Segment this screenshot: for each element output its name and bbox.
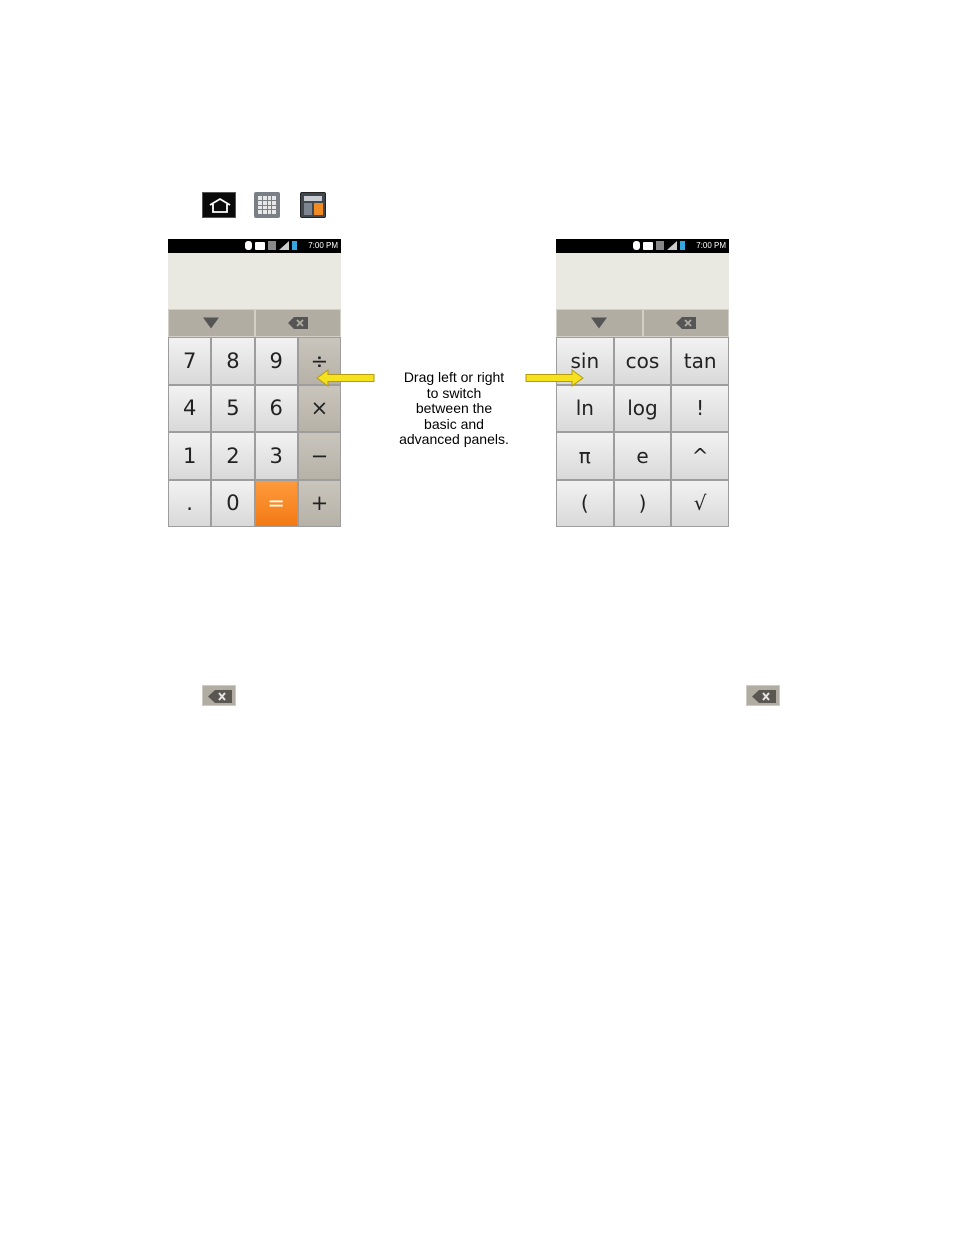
key-button[interactable]: = (255, 480, 298, 528)
status-bar (168, 239, 341, 253)
key-button[interactable]: tan (671, 337, 729, 385)
collapse-button[interactable] (556, 309, 643, 337)
arrow-left-icon (316, 368, 376, 388)
calculator-display (556, 253, 729, 309)
4g-icon (268, 241, 276, 250)
key-button[interactable]: √ (671, 480, 729, 528)
backspace-icon (202, 685, 236, 706)
callout-text (385, 370, 523, 448)
nfc-icon (255, 242, 265, 250)
backspace-button[interactable] (643, 309, 730, 337)
backspace-icon (676, 317, 696, 329)
backspace-icon (288, 317, 308, 329)
key-button[interactable]: ) (614, 480, 672, 528)
key-button[interactable]: + (298, 480, 341, 528)
key-button[interactable]: sin (556, 337, 614, 385)
arrow-right-icon (524, 368, 584, 388)
collapse-arrow-icon (591, 318, 607, 329)
key-button[interactable]: 6 (255, 385, 298, 433)
key-button[interactable]: e (614, 432, 672, 480)
key-button[interactable]: . (168, 480, 211, 528)
collapse-button[interactable] (168, 309, 255, 337)
key-button[interactable]: 9 (255, 337, 298, 385)
basic-keypad (168, 337, 341, 527)
signal-icon (667, 241, 677, 250)
key-button[interactable]: ÷ (298, 337, 341, 385)
callout-line: between the (415, 400, 493, 416)
key-button[interactable]: 5 (211, 385, 254, 433)
key-button[interactable]: π (556, 432, 614, 480)
calculator-app-icon[interactable] (300, 192, 326, 218)
callout-line: Drag left or right (403, 369, 505, 385)
callout-line: to switch (426, 384, 482, 401)
key-button[interactable]: 2 (211, 432, 254, 480)
key-button[interactable]: log (614, 385, 672, 433)
key-button[interactable]: ln (556, 385, 614, 433)
status-time: 7:00 PM (696, 241, 726, 250)
key-button[interactable]: 0 (211, 480, 254, 528)
signal-icon (279, 241, 289, 250)
status-bar (556, 239, 729, 253)
bluetooth-icon (633, 241, 640, 250)
calculator-toolbar (168, 309, 341, 337)
bluetooth-icon (245, 241, 252, 250)
nfc-icon (643, 242, 653, 250)
status-time: 7:00 PM (308, 241, 338, 250)
backspace-icon (746, 685, 780, 706)
key-button[interactable]: 3 (255, 432, 298, 480)
key-button[interactable]: ( (556, 480, 614, 528)
apps-grid-icon[interactable] (254, 192, 280, 218)
collapse-arrow-icon (203, 318, 219, 329)
key-button[interactable]: ! (671, 385, 729, 433)
advanced-keypad (556, 337, 729, 527)
calculator-display (168, 253, 341, 309)
backspace-button[interactable] (255, 309, 342, 337)
key-button[interactable]: × (298, 385, 341, 433)
key-button[interactable]: 4 (168, 385, 211, 433)
key-button[interactable]: 1 (168, 432, 211, 480)
key-button[interactable]: cos (614, 337, 672, 385)
callout-line: basic and (424, 415, 484, 432)
key-button[interactable]: − (298, 432, 341, 480)
key-button[interactable]: ^ (671, 432, 729, 480)
key-button[interactable]: 8 (211, 337, 254, 385)
callout-line: advanced panels. (399, 431, 509, 447)
battery-icon (292, 241, 297, 250)
battery-icon (680, 241, 685, 250)
calculator-toolbar (556, 309, 729, 337)
home-icon[interactable] (202, 192, 236, 218)
4g-icon (656, 241, 664, 250)
key-button[interactable]: 7 (168, 337, 211, 385)
